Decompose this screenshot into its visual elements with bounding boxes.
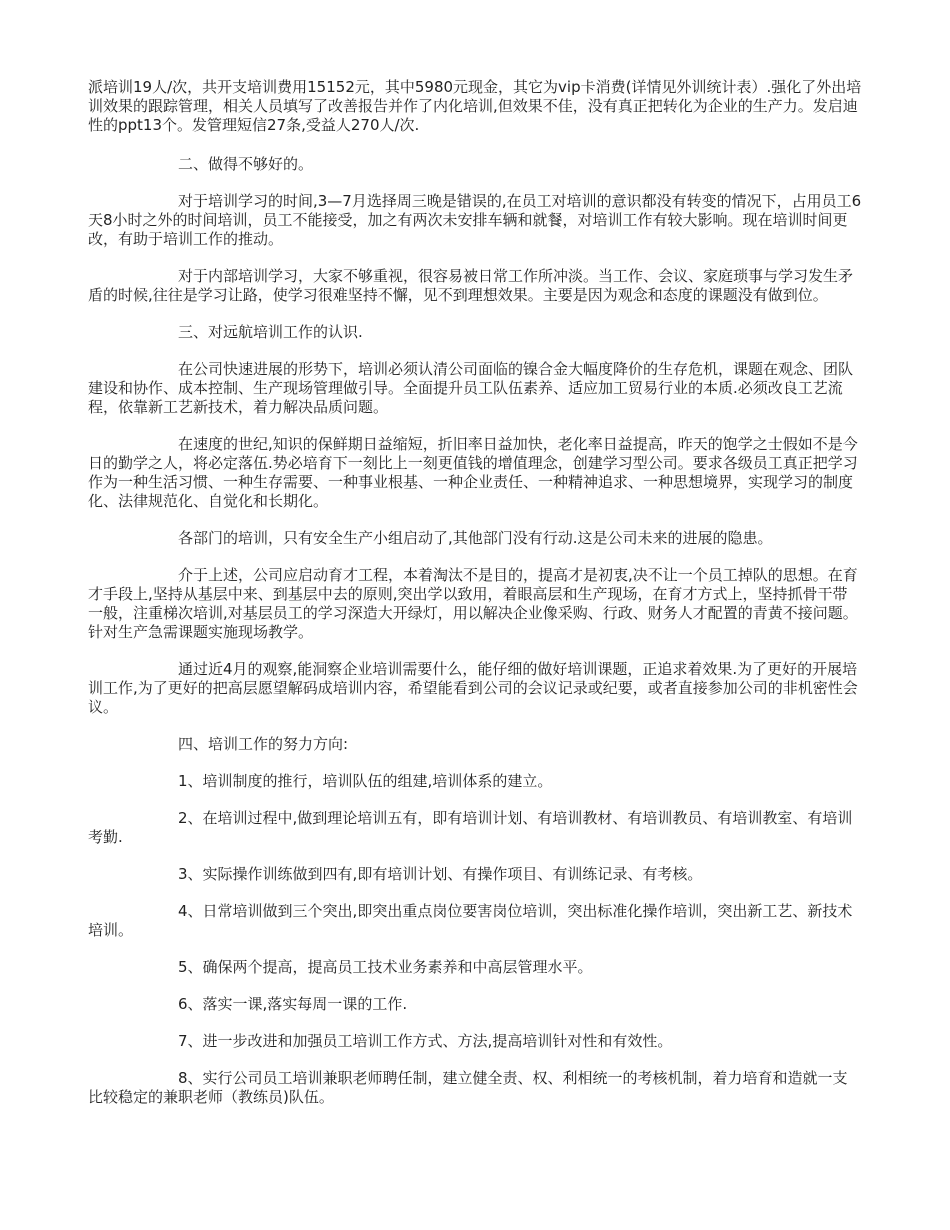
list-item-5: 5、确保两个提高，提高员工技术业务素养和中高层管理水平。 xyxy=(178,958,593,976)
paragraph-department-training: 各部门的培训，只有安全生产小组启动了,其他部门没有行动.这是公司未来的进展的隐患。 xyxy=(178,529,773,547)
paragraph-speed-century: 在速度的世纪,知识的保鲜期日益缩短，折旧率日益加快，老化率日益提高，昨天的饱学之士假如不是今日的勤学之人，将必定落伍.势必培育下一刻比上一刻更值钱的增值理念，创建学习型公司。要求各级员工真正把学习作为一种生活习惯、一种生存需要、一种事业根基、一种企业责任、一种精神追求、一种思想境界，实现学习的制度化、法律规范化、自觉化和长期化。 xyxy=(88,435,858,510)
paragraph-internal-training: 对于内部培训学习，大家不够重视，很容易被日常工作所冲淡。当工作、会议、家庭琐事与学习发生矛盾的时候,往往是学习让路，使学习很难坚持不懈，见不到理想效果。主要是因为观念和态度的课题没有做到位。 xyxy=(88,267,854,304)
section-heading-direction: 四、培训工作的努力方向: xyxy=(178,735,349,753)
list-item-4: 4、日常培训做到三个突出,即突出重点岗位要害岗位培训，突出标准化操作培训，突出新工艺、新技术培训。 xyxy=(88,902,853,939)
section-heading-understanding: 三、对远航培训工作的认识. xyxy=(178,323,363,341)
paragraph-company-development: 在公司快速进展的形势下，培训必须认清公司面临的镍合金大幅度降价的生存危机，课题在观念、团队建设和协作、成本控制、生产现场管理做引导。全面提升员工队伍素养、适应加工贸易行业的本质.必须改良工艺流程，依靠新工艺新技术，着力解决品质问题。 xyxy=(88,360,854,416)
paragraph-observation: 通过近4月的观察,能洞察企业培训需要什么，能仔细的做好培训课题，正追求着效果.为了更好的开展培训工作,为了更好的把高层愿望解码成培训内容，希望能看到公司的会议记录或纪要，或者直接参加公司的非机密性会议。 xyxy=(88,660,858,716)
list-item-2: 2、在培训过程中,做到理论培训五有，即有培训计划、有培训教材、有培训教员、有培训教室、有培训考勤. xyxy=(88,809,853,846)
list-item-3: 3、实际操作训练做到四有,即有培训计划、有操作项目、有训练记录、有考核。 xyxy=(178,865,703,883)
list-item-6: 6、落实一课,落实每周一课的工作. xyxy=(178,995,408,1013)
list-item-8: 8、实行公司员工培训兼职老师聘任制，建立健全责、权、利相统一的考核机制，着力培育和造就一支比较稳定的兼职老师（教练员)队伍。 xyxy=(88,1069,848,1106)
list-item-7: 7、进一步改进和加强员工培训工作方式、方法,提高培训针对性和有效性。 xyxy=(178,1032,673,1050)
paragraph-talent-project: 介于上述，公司应启动育才工程，本着淘汰不是目的，提高才是初衷,决不让一个员工掉队的思想。在育才手段上,坚持从基层中来、到基层中去的原则,突出学以致用，着眼高层和生产现场，在育才方式上，坚持抓骨干带一般，注重梯次培训,对基层员工的学习深造大开绿灯，用以解决企业像采购、行政、财务人才配置的青黄不接问题。针对生产急需课题实施现场教学。 xyxy=(88,566,858,641)
paragraph-summary: 派培训19人/次，共开支培训费用15152元，其中5980元现金，其它为vip卡消费(详情见外训统计表）.强化了外出培训效果的跟踪管理，相关人员填写了改善报告并作了内化培训,但效果不佳，没有真正把转化为企业的生产力。发启迪性的ppt13个。发管理短信27条,受益人270人/次. xyxy=(88,78,862,134)
list-item-1: 1、培训制度的推行，培训队伍的组建,培训体系的建立。 xyxy=(178,772,553,790)
section-heading-shortcomings: 二、做得不够好的。 xyxy=(178,155,314,173)
paragraph-training-time: 对于培训学习的时间,3—7月选择周三晚是错误的,在员工对培训的意识都没有转变的情况下，占用员工6天8小时之外的时间培训，员工不能接受，加之有两次未安排车辆和就餐，对培训工作有较大影响。现在培训时间更改，有助于培训工作的推动。 xyxy=(88,192,862,248)
